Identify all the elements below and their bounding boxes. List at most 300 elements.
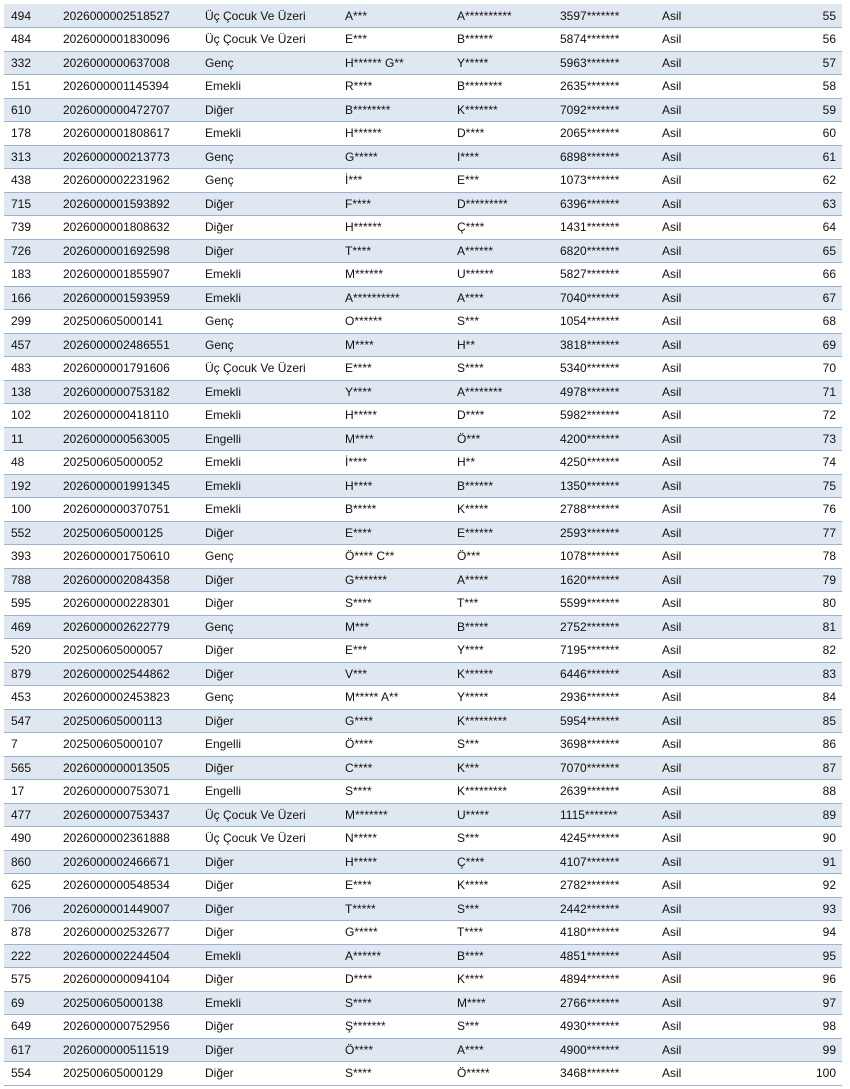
name-cell: H******: [338, 122, 450, 146]
application-no-cell: 2026000000472707: [56, 98, 198, 122]
application-no-cell: 2026000000753437: [56, 803, 198, 827]
status-cell: Asil: [655, 216, 755, 240]
application-no-cell: 202500605000125: [56, 521, 198, 545]
name-cell: H****** G**: [338, 51, 450, 75]
name-cell: Ö****: [338, 733, 450, 757]
table-row: [4, 615, 842, 639]
category-cell: Diğer: [198, 662, 338, 686]
surname-cell: U*****: [450, 803, 553, 827]
rank-cell: 69: [755, 333, 842, 357]
category-cell: Diğer: [198, 98, 338, 122]
row-id-cell: 100: [4, 498, 56, 522]
row-id-cell: 7: [4, 733, 56, 757]
table-row: [4, 897, 842, 921]
rank-cell: 100: [755, 1062, 842, 1086]
rank-cell: 66: [755, 263, 842, 287]
name-cell: M***** A**: [338, 686, 450, 710]
status-cell: Asil: [655, 122, 755, 146]
name-cell: G*****: [338, 921, 450, 945]
rank-cell: 61: [755, 145, 842, 169]
application-no-cell: 2026000000213773: [56, 145, 198, 169]
category-cell: Engelli: [198, 733, 338, 757]
category-cell: Diğer: [198, 639, 338, 663]
row-id-cell: 490: [4, 827, 56, 851]
table-row: [4, 709, 842, 733]
category-cell: Genç: [198, 145, 338, 169]
rank-cell: 91: [755, 850, 842, 874]
name-cell: F****: [338, 192, 450, 216]
surname-cell: D****: [450, 404, 553, 428]
status-cell: Asil: [655, 545, 755, 569]
row-id-cell: 138: [4, 380, 56, 404]
rank-cell: 83: [755, 662, 842, 686]
row-id-cell: 610: [4, 98, 56, 122]
rank-cell: 78: [755, 545, 842, 569]
category-cell: Genç: [198, 51, 338, 75]
rank-cell: 73: [755, 427, 842, 451]
rank-cell: 72: [755, 404, 842, 428]
name-cell: S****: [338, 991, 450, 1015]
application-no-cell: 2026000001991345: [56, 474, 198, 498]
table-row: [4, 169, 842, 193]
tc-no-cell: 1078*******: [553, 545, 655, 569]
row-id-cell: 715: [4, 192, 56, 216]
table-row: [4, 310, 842, 334]
name-cell: V***: [338, 662, 450, 686]
status-cell: Asil: [655, 662, 755, 686]
category-cell: Diğer: [198, 968, 338, 992]
row-id-cell: 393: [4, 545, 56, 569]
category-cell: Genç: [198, 615, 338, 639]
name-cell: M*******: [338, 803, 450, 827]
row-id-cell: 477: [4, 803, 56, 827]
surname-cell: Ç****: [450, 216, 553, 240]
tc-no-cell: 4851*******: [553, 944, 655, 968]
category-cell: Diğer: [198, 521, 338, 545]
surname-cell: H**: [450, 451, 553, 475]
tc-no-cell: 2065*******: [553, 122, 655, 146]
tc-no-cell: 5954*******: [553, 709, 655, 733]
name-cell: G*******: [338, 568, 450, 592]
table-row: [4, 803, 842, 827]
status-cell: Asil: [655, 521, 755, 545]
category-cell: Diğer: [198, 1015, 338, 1039]
surname-cell: Ö***: [450, 427, 553, 451]
rank-cell: 67: [755, 286, 842, 310]
row-id-cell: 469: [4, 615, 56, 639]
name-cell: Y****: [338, 380, 450, 404]
row-id-cell: 565: [4, 756, 56, 780]
category-cell: Diğer: [198, 897, 338, 921]
table-row: [4, 145, 842, 169]
row-id-cell: 575: [4, 968, 56, 992]
application-no-cell: 2026000000752956: [56, 1015, 198, 1039]
tc-no-cell: 6898*******: [553, 145, 655, 169]
rank-cell: 98: [755, 1015, 842, 1039]
rank-cell: 77: [755, 521, 842, 545]
status-cell: Asil: [655, 991, 755, 1015]
status-cell: Asil: [655, 474, 755, 498]
status-cell: Asil: [655, 592, 755, 616]
table-row: [4, 991, 842, 1015]
application-no-cell: 2026000001692598: [56, 239, 198, 263]
application-no-cell: 2026000001830096: [56, 28, 198, 52]
table-row: [4, 686, 842, 710]
surname-cell: B******: [450, 474, 553, 498]
tc-no-cell: 5982*******: [553, 404, 655, 428]
category-cell: Emekli: [198, 75, 338, 99]
table-row: [4, 263, 842, 287]
status-cell: Asil: [655, 380, 755, 404]
status-cell: Asil: [655, 169, 755, 193]
tc-no-cell: 2442*******: [553, 897, 655, 921]
category-cell: Diğer: [198, 850, 338, 874]
category-cell: Emekli: [198, 286, 338, 310]
status-cell: Asil: [655, 639, 755, 663]
application-no-cell: 2026000000228301: [56, 592, 198, 616]
tc-no-cell: 4245*******: [553, 827, 655, 851]
row-id-cell: 788: [4, 568, 56, 592]
surname-cell: K*********: [450, 709, 553, 733]
rank-cell: 60: [755, 122, 842, 146]
surname-cell: S***: [450, 827, 553, 851]
application-no-cell: 2026000002453823: [56, 686, 198, 710]
name-cell: S****: [338, 592, 450, 616]
table-row: [4, 568, 842, 592]
tc-no-cell: 4978*******: [553, 380, 655, 404]
row-id-cell: 739: [4, 216, 56, 240]
tc-no-cell: 4900*******: [553, 1038, 655, 1062]
table-row: [4, 733, 842, 757]
tc-no-cell: 5599*******: [553, 592, 655, 616]
application-no-cell: 2026000001791606: [56, 357, 198, 381]
rank-cell: 89: [755, 803, 842, 827]
category-cell: Üç Çocuk Ve Üzeri: [198, 357, 338, 381]
rank-cell: 62: [755, 169, 842, 193]
application-no-cell: 202500605000107: [56, 733, 198, 757]
name-cell: E***: [338, 28, 450, 52]
row-id-cell: 552: [4, 521, 56, 545]
application-no-cell: 2026000000563005: [56, 427, 198, 451]
surname-cell: Y*****: [450, 686, 553, 710]
row-id-cell: 484: [4, 28, 56, 52]
surname-cell: U******: [450, 263, 553, 287]
surname-cell: Y*****: [450, 51, 553, 75]
rank-cell: 96: [755, 968, 842, 992]
status-cell: Asil: [655, 333, 755, 357]
name-cell: A******: [338, 944, 450, 968]
table-row: [4, 75, 842, 99]
category-cell: Diğer: [198, 239, 338, 263]
category-cell: Emekli: [198, 380, 338, 404]
tc-no-cell: 3468*******: [553, 1062, 655, 1086]
category-cell: Emekli: [198, 404, 338, 428]
rank-cell: 55: [755, 4, 842, 28]
status-cell: Asil: [655, 850, 755, 874]
table-row: [4, 639, 842, 663]
rank-cell: 68: [755, 310, 842, 334]
surname-cell: D****: [450, 122, 553, 146]
surname-cell: K*******: [450, 98, 553, 122]
surname-cell: T***: [450, 592, 553, 616]
table-row: [4, 427, 842, 451]
application-no-cell: 2026000002544862: [56, 662, 198, 686]
status-cell: Asil: [655, 968, 755, 992]
rank-cell: 95: [755, 944, 842, 968]
surname-cell: A*****: [450, 568, 553, 592]
status-cell: Asil: [655, 404, 755, 428]
application-no-cell: 2026000000548534: [56, 874, 198, 898]
row-id-cell: 878: [4, 921, 56, 945]
application-no-cell: 2026000001145394: [56, 75, 198, 99]
status-cell: Asil: [655, 51, 755, 75]
name-cell: H****: [338, 474, 450, 498]
name-cell: E****: [338, 357, 450, 381]
status-cell: Asil: [655, 263, 755, 287]
category-cell: Diğer: [198, 568, 338, 592]
row-id-cell: 494: [4, 4, 56, 28]
status-cell: Asil: [655, 286, 755, 310]
application-no-cell: 2026000001593959: [56, 286, 198, 310]
application-no-cell: 2026000001750610: [56, 545, 198, 569]
row-id-cell: 69: [4, 991, 56, 1015]
surname-cell: A****: [450, 286, 553, 310]
tc-no-cell: 2782*******: [553, 874, 655, 898]
tc-no-cell: 5827*******: [553, 263, 655, 287]
application-no-cell: 2026000000511519: [56, 1038, 198, 1062]
application-no-cell: 2026000000753182: [56, 380, 198, 404]
rank-cell: 70: [755, 357, 842, 381]
surname-cell: A********: [450, 380, 553, 404]
name-cell: Ö**** C**: [338, 545, 450, 569]
tc-no-cell: 1350*******: [553, 474, 655, 498]
application-no-cell: 2026000002518527: [56, 4, 198, 28]
table-row: [4, 122, 842, 146]
surname-cell: T****: [450, 921, 553, 945]
rank-cell: 71: [755, 380, 842, 404]
application-no-cell: 2026000000418110: [56, 404, 198, 428]
row-id-cell: 178: [4, 122, 56, 146]
application-no-cell: 2026000002622779: [56, 615, 198, 639]
status-cell: Asil: [655, 827, 755, 851]
category-cell: Emekli: [198, 944, 338, 968]
status-cell: Asil: [655, 4, 755, 28]
name-cell: Ö****: [338, 1038, 450, 1062]
table-row: [4, 404, 842, 428]
category-cell: Engelli: [198, 427, 338, 451]
rank-cell: 64: [755, 216, 842, 240]
name-cell: N*****: [338, 827, 450, 851]
surname-cell: S***: [450, 733, 553, 757]
application-no-cell: 2026000001855907: [56, 263, 198, 287]
rank-cell: 65: [755, 239, 842, 263]
name-cell: S****: [338, 1062, 450, 1086]
table-row: [4, 968, 842, 992]
row-id-cell: 17: [4, 780, 56, 804]
tc-no-cell: 6446*******: [553, 662, 655, 686]
category-cell: Emekli: [198, 498, 338, 522]
status-cell: Asil: [655, 615, 755, 639]
row-id-cell: 313: [4, 145, 56, 169]
name-cell: G****: [338, 709, 450, 733]
tc-no-cell: 2639*******: [553, 780, 655, 804]
tc-no-cell: 5963*******: [553, 51, 655, 75]
application-no-cell: 202500605000113: [56, 709, 198, 733]
application-no-cell: 2026000001808632: [56, 216, 198, 240]
row-id-cell: 649: [4, 1015, 56, 1039]
name-cell: M****: [338, 427, 450, 451]
surname-cell: K***: [450, 756, 553, 780]
table-row: [4, 1038, 842, 1062]
row-id-cell: 299: [4, 310, 56, 334]
status-cell: Asil: [655, 75, 755, 99]
application-no-cell: 2026000002244504: [56, 944, 198, 968]
tc-no-cell: 2752*******: [553, 615, 655, 639]
tc-no-cell: 4200*******: [553, 427, 655, 451]
surname-cell: Ö*****: [450, 1062, 553, 1086]
surname-cell: K*****: [450, 498, 553, 522]
table-row: [4, 662, 842, 686]
table-row: [4, 780, 842, 804]
application-no-cell: 2026000000637008: [56, 51, 198, 75]
status-cell: Asil: [655, 98, 755, 122]
surname-cell: K*********: [450, 780, 553, 804]
table-row: [4, 756, 842, 780]
status-cell: Asil: [655, 921, 755, 945]
status-cell: Asil: [655, 451, 755, 475]
row-id-cell: 151: [4, 75, 56, 99]
surname-cell: H**: [450, 333, 553, 357]
surname-cell: B******: [450, 28, 553, 52]
category-cell: Diğer: [198, 874, 338, 898]
category-cell: Diğer: [198, 1038, 338, 1062]
category-cell: Genç: [198, 310, 338, 334]
surname-cell: A**********: [450, 4, 553, 28]
tc-no-cell: 5874*******: [553, 28, 655, 52]
surname-cell: Y****: [450, 639, 553, 663]
surname-cell: E***: [450, 169, 553, 193]
table-row: [4, 192, 842, 216]
application-no-cell: 2026000002486551: [56, 333, 198, 357]
table-row: [4, 333, 842, 357]
row-id-cell: 595: [4, 592, 56, 616]
row-id-cell: 102: [4, 404, 56, 428]
application-no-cell: 2026000002361888: [56, 827, 198, 851]
category-cell: Diğer: [198, 756, 338, 780]
category-cell: Diğer: [198, 1062, 338, 1086]
name-cell: R****: [338, 75, 450, 99]
table-row: [4, 498, 842, 522]
table-row: [4, 827, 842, 851]
category-cell: Genç: [198, 169, 338, 193]
surname-cell: S***: [450, 897, 553, 921]
rank-cell: 81: [755, 615, 842, 639]
table-row: [4, 357, 842, 381]
name-cell: A***: [338, 4, 450, 28]
row-id-cell: 625: [4, 874, 56, 898]
name-cell: Ş*******: [338, 1015, 450, 1039]
table-row: [4, 521, 842, 545]
name-cell: B*****: [338, 498, 450, 522]
application-no-cell: 2026000002532677: [56, 921, 198, 945]
rank-cell: 56: [755, 28, 842, 52]
status-cell: Asil: [655, 357, 755, 381]
name-cell: A**********: [338, 286, 450, 310]
tc-no-cell: 5340*******: [553, 357, 655, 381]
rank-cell: 57: [755, 51, 842, 75]
surname-cell: Ç****: [450, 850, 553, 874]
status-cell: Asil: [655, 498, 755, 522]
name-cell: M******: [338, 263, 450, 287]
tc-no-cell: 4930*******: [553, 1015, 655, 1039]
tc-no-cell: 4107*******: [553, 850, 655, 874]
tc-no-cell: 7040*******: [553, 286, 655, 310]
table-row: [4, 98, 842, 122]
surname-cell: K******: [450, 662, 553, 686]
table-row: [4, 592, 842, 616]
surname-cell: S***: [450, 1015, 553, 1039]
category-cell: Emekli: [198, 451, 338, 475]
surname-cell: A****: [450, 1038, 553, 1062]
application-no-cell: 2026000002231962: [56, 169, 198, 193]
status-cell: Asil: [655, 1038, 755, 1062]
surname-cell: Ö***: [450, 545, 553, 569]
surname-cell: A******: [450, 239, 553, 263]
name-cell: O******: [338, 310, 450, 334]
rank-cell: 79: [755, 568, 842, 592]
surname-cell: I****: [450, 145, 553, 169]
surname-cell: D*********: [450, 192, 553, 216]
table-row: [4, 850, 842, 874]
status-cell: Asil: [655, 427, 755, 451]
row-id-cell: 879: [4, 662, 56, 686]
name-cell: M***: [338, 615, 450, 639]
table-row: [4, 4, 842, 28]
surname-cell: E******: [450, 521, 553, 545]
category-cell: Engelli: [198, 780, 338, 804]
application-no-cell: 202500605000138: [56, 991, 198, 1015]
status-cell: Asil: [655, 1062, 755, 1086]
tc-no-cell: 2593*******: [553, 521, 655, 545]
name-cell: İ***: [338, 169, 450, 193]
tc-no-cell: 3597*******: [553, 4, 655, 28]
table-row: [4, 1062, 842, 1086]
status-cell: Asil: [655, 944, 755, 968]
tc-no-cell: 4180*******: [553, 921, 655, 945]
tc-no-cell: 2766*******: [553, 991, 655, 1015]
category-cell: Emekli: [198, 474, 338, 498]
application-no-cell: 2026000000370751: [56, 498, 198, 522]
table-row: [4, 921, 842, 945]
rank-cell: 90: [755, 827, 842, 851]
surname-cell: K*****: [450, 874, 553, 898]
rank-cell: 85: [755, 709, 842, 733]
rank-cell: 99: [755, 1038, 842, 1062]
row-id-cell: 48: [4, 451, 56, 475]
tc-no-cell: 4250*******: [553, 451, 655, 475]
name-cell: S****: [338, 780, 450, 804]
status-cell: Asil: [655, 756, 755, 780]
application-no-cell: 202500605000052: [56, 451, 198, 475]
row-id-cell: 192: [4, 474, 56, 498]
table-row: [4, 216, 842, 240]
surname-cell: B*****: [450, 615, 553, 639]
tc-no-cell: 2635*******: [553, 75, 655, 99]
rank-cell: 63: [755, 192, 842, 216]
row-id-cell: 457: [4, 333, 56, 357]
row-id-cell: 520: [4, 639, 56, 663]
surname-cell: B****: [450, 944, 553, 968]
